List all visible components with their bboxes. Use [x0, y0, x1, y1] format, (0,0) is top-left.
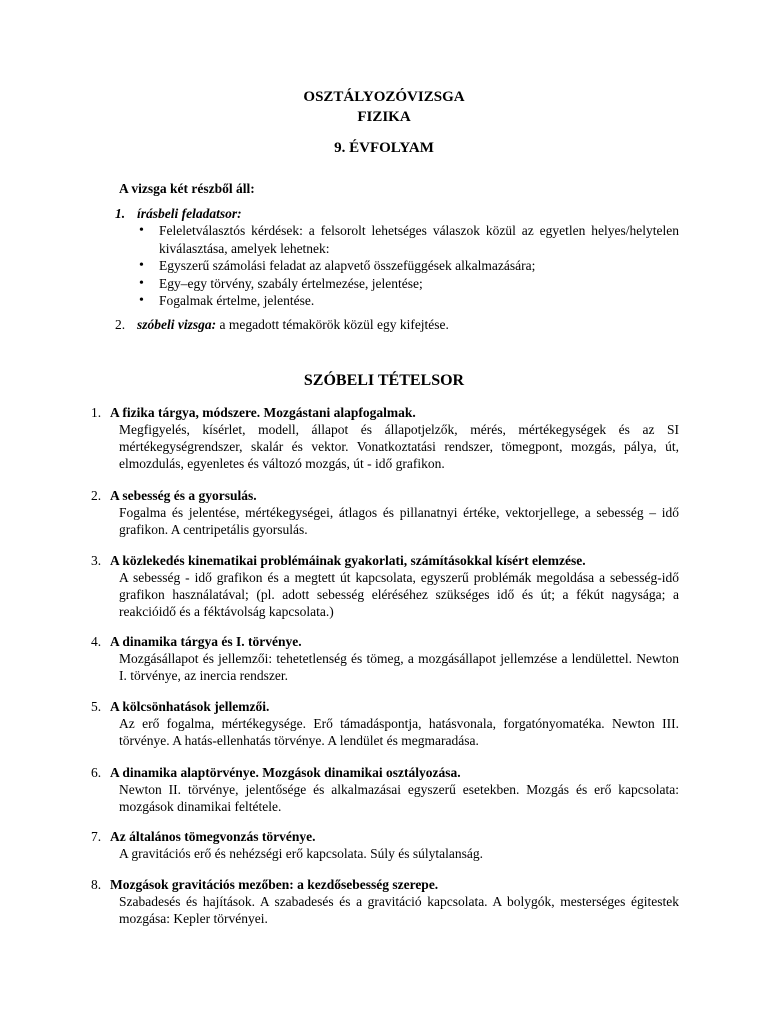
topic-heading — [91, 633, 679, 650]
topic-number: 2. — [91, 488, 102, 503]
bullet-item: • Egyszerű számolási feladat az alapvető összefüggések alkalmazására; — [137, 257, 679, 275]
topic-item — [91, 876, 679, 927]
topic-number: 7. — [91, 829, 102, 844]
exam-intro: A vizsga két részből áll: — [119, 181, 255, 196]
topic-heading — [91, 404, 679, 421]
written-part-bullets — [137, 222, 679, 310]
document-header — [0, 87, 768, 127]
topic-heading — [91, 764, 679, 781]
topic-number: 4. — [91, 634, 102, 649]
topic-body: Mozgásállapot és jellemzői: tehetetlenség és tömeg, a mozgásállapot jellemzése a lendülettel. Newton I. törvénye, az inercia rendszer. — [119, 651, 679, 683]
subject-title: FIZIKA — [357, 109, 411, 125]
topic-heading — [91, 828, 679, 845]
topic-item — [91, 552, 679, 620]
topic-body: Fogalma és jelentése, mértékegységei, átlagos és pillanatnyi értéke, vektorjellege, a sebesség – idő grafikon. A centripetális gyorsulás. — [119, 505, 679, 537]
topic-number: 3. — [91, 553, 102, 568]
topic-heading — [91, 487, 679, 504]
document-title: OSZTÁLYOZÓVIZSGA — [303, 89, 465, 105]
topic-title: A dinamika alaptörvénye. Mozgások dinamikai osztályozása. — [110, 765, 461, 780]
oral-part-label: szóbeli vizsga: — [137, 317, 217, 332]
topic-heading — [91, 876, 679, 893]
topic-body: Szabadesés és hajítások. A szabadesés és a gravitáció kapcsolata. A bolygók, mesterséges égitestek mozgása: Kepler törvényei. — [119, 894, 679, 926]
topic-title: A dinamika tárgya és I. törvénye. — [110, 634, 302, 649]
oral-part-number: 2. — [115, 317, 126, 332]
topic-body: A gravitációs erő és nehézségi erő kapcsolata. Súly és súlytalanság. — [119, 846, 484, 861]
topic-body: Newton II. törvénye, jelentősége és alkalmazásai egyszerű esetekben. Mozgás és erő kapcsolata: mozgások dinamikai feltétele. — [119, 782, 679, 814]
topic-body: Az erő fogalma, mértékegysége. Erő támadáspontja, hatásvonala, forgatónyomatéka. Newton III. törvénye. A hatás-ellenhatás törvénye. A lendület és megmaradása. — [119, 716, 679, 748]
topic-item — [91, 764, 679, 815]
topic-title: Az általános tömegvonzás törvénye. — [110, 829, 316, 844]
topic-number: 1. — [91, 405, 102, 420]
topic-body: A sebesség - idő grafikon és a megtett út kapcsolata, egyszerű problémák megoldása a sebesség-idő grafikon használatával; (pl. adott sebesség eléréséhez szükséges idő és út; a fékút nagysága; a reakcióidő és a féktávolság kapcsolata.) — [119, 570, 679, 619]
oral-part-text: a megadott témakörök közül egy kifejtése. — [216, 317, 449, 332]
topic-title: A fizika tárgya, módszere. Mozgástani alapfogalmak. — [110, 405, 416, 420]
topic-item — [91, 698, 679, 749]
oral-part — [115, 317, 679, 333]
topic-item — [91, 633, 679, 684]
topic-title: A kölcsönhatások jellemzői. — [110, 699, 270, 714]
bullet-item: • Feleletválasztós kérdések: a felsorolt lehetséges válaszok közül az egyetlen helyes/helytelen kiválasztása, amelyek lehetnek: — [137, 222, 679, 257]
topic-item — [91, 404, 679, 472]
topic-number: 8. — [91, 877, 102, 892]
topic-item — [91, 487, 679, 538]
topic-item — [91, 828, 679, 862]
topic-heading — [91, 552, 679, 569]
topic-heading — [91, 698, 679, 715]
topic-title: A közlekedés kinematikai problémáinak gyakorlati, számításokkal kísért elemzése. — [110, 553, 586, 568]
topic-number: 5. — [91, 699, 102, 714]
written-part-label: írásbeli feladatsor: — [137, 206, 242, 221]
section-title: SZÓBELI TÉTELSOR — [303, 372, 465, 389]
topic-title: Mozgások gravitációs mezőben: a kezdősebesség szerepe. — [110, 877, 439, 892]
topic-body: Megfigyelés, kísérlet, modell, állapot és állapotjelzők, mérés, mértékegységek és az SI mértékegységrendszer, skalár és vektor. Vonatkoztatási rendszer, tömegpont, mozgás, pálya, út, elmozdulás, egyenletes és változó mozgás, út - idő grafikon. — [119, 422, 679, 471]
written-part — [115, 206, 679, 222]
bullet-item: • Fogalmak értelme, jelentése. — [137, 292, 679, 310]
topic-number: 6. — [91, 765, 102, 780]
written-part-number: 1. — [115, 206, 126, 221]
grade-title: 9. ÉVFOLYAM — [334, 140, 434, 156]
bullet-item: • Egy–egy törvény, szabály értelmezése, jelentése; — [137, 275, 679, 293]
topic-title: A sebesség és a gyorsulás. — [110, 488, 257, 503]
